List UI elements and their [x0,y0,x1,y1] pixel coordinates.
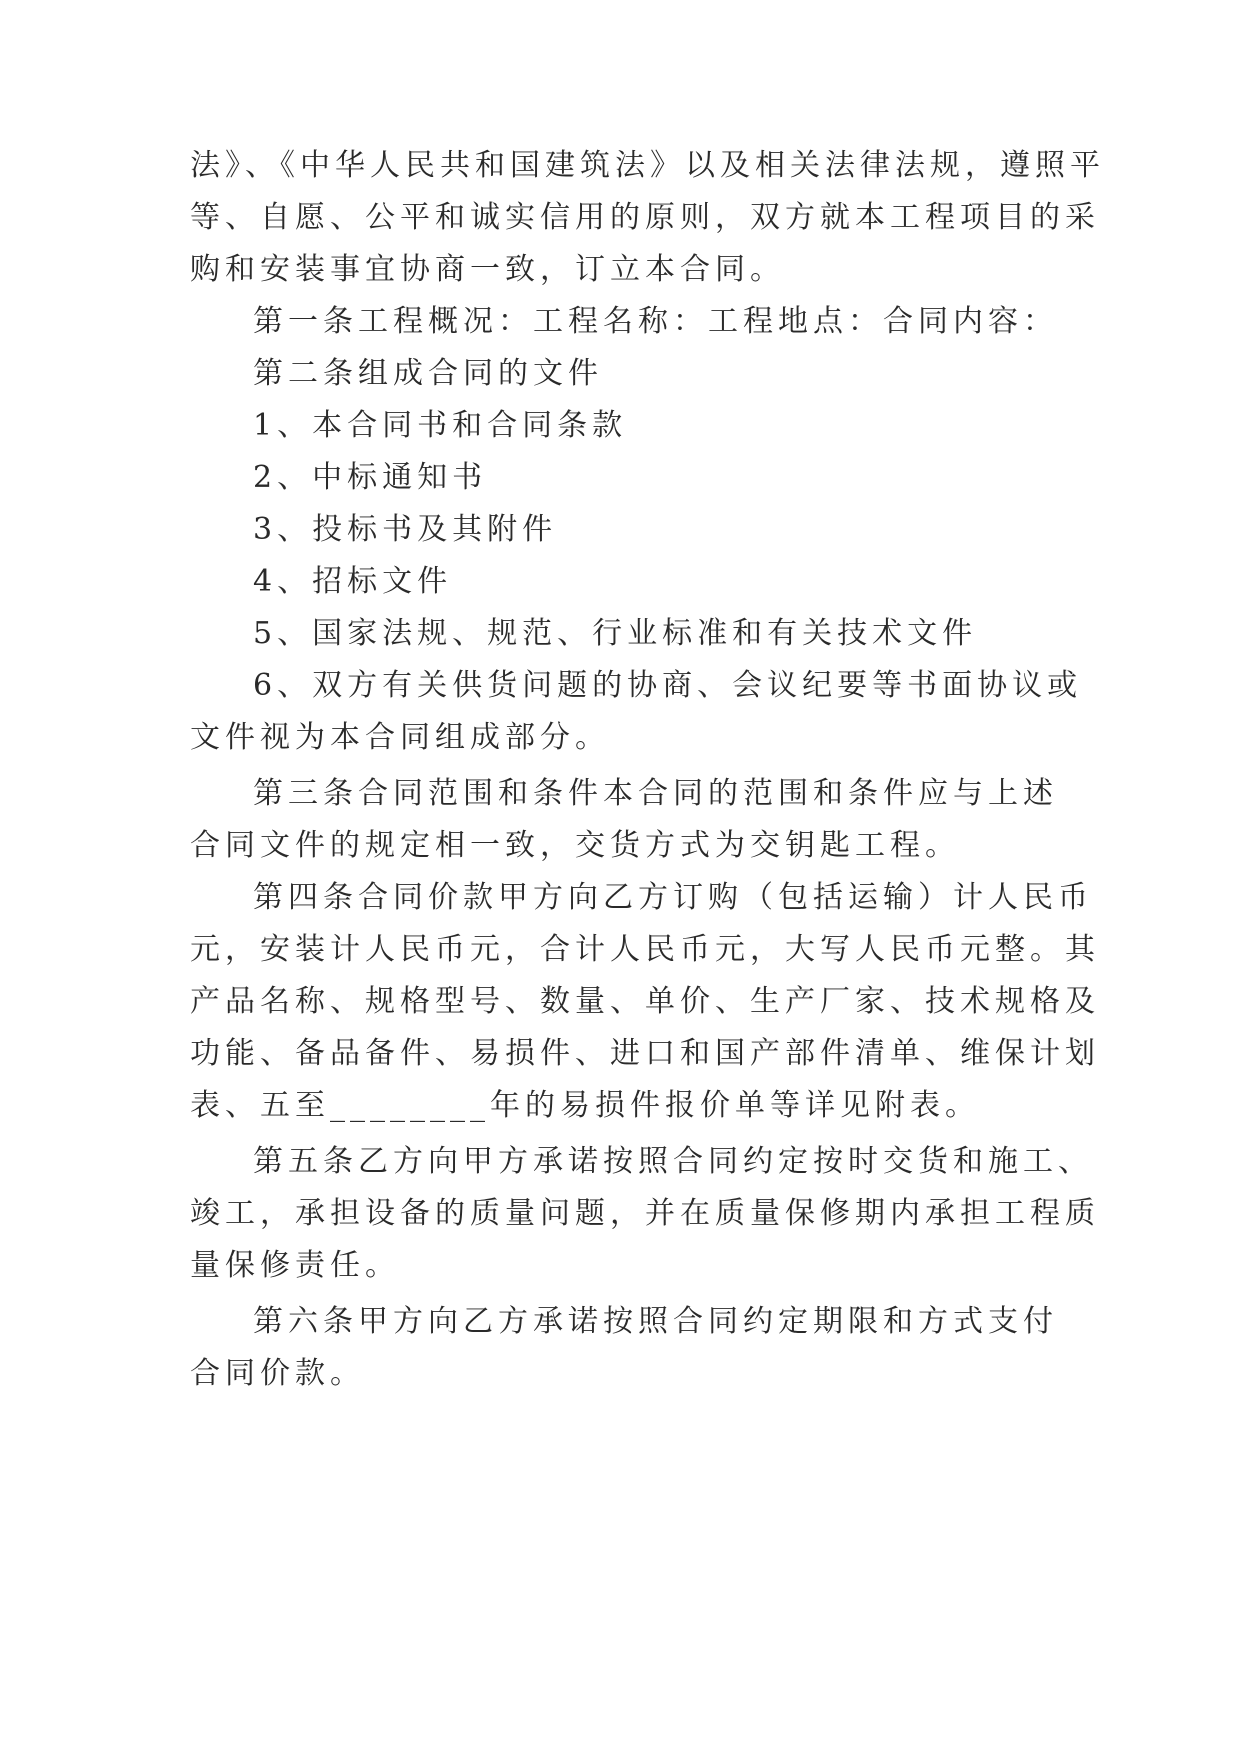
article-1-heading: 第一条工程概况：工程名称：工程地点：合同内容： [253,304,1058,339]
paragraph-line: 合同价款。 [190,1356,365,1391]
paragraph-line: 法》、《中华人民共和国建筑法》以及相关法律法规，遵照平 [190,148,1105,183]
list-item: 3、投标书及其附件 [253,512,558,547]
list-item: 5、国家法规、规范、行业标准和有关技术文件 [253,616,978,651]
article-5-paragraph: 第五条乙方向甲方承诺按照合同约定按时交货和施工、 [253,1144,1093,1179]
paragraph-line: 表、五至________年的易损件报价单等详见附表。 [190,1088,980,1123]
article-4-paragraph: 第四条合同价款甲方向乙方订购（包括运输）计人民币 [253,880,1093,915]
article-6-paragraph: 第六条甲方向乙方承诺按照合同约定期限和方式支付 [253,1304,1058,1339]
list-item: 4、招标文件 [253,564,453,599]
paragraph-line: 产品名称、规格型号、数量、单价、生产厂家、技术规格及 [190,984,1100,1019]
list-item: 1、本合同书和合同条款 [253,408,628,443]
paragraph-line: 竣工，承担设备的质量问题，并在质量保修期内承担工程质 [190,1196,1100,1231]
list-item: 6、双方有关供货问题的协商、会议纪要等书面协议或 [253,668,1083,703]
paragraph-line: 购和安装事宜协商一致，订立本合同。 [190,252,785,287]
list-item: 2、中标通知书 [253,460,488,495]
paragraph-line: 等、自愿、公平和诚实信用的原则，双方就本工程项目的采 [190,200,1100,235]
paragraph-line: 元，安装计人民币元，合计人民币元，大写人民币元整。其 [190,932,1100,967]
paragraph-line: 合同文件的规定相一致，交货方式为交钥匙工程。 [190,828,960,863]
paragraph-line: 功能、备品备件、易损件、进口和国产部件清单、维保计划 [190,1036,1100,1071]
paragraph-line: 文件视为本合同组成部分。 [190,720,610,755]
article-2-heading: 第二条组成合同的文件 [253,356,603,391]
article-3-paragraph: 第三条合同范围和条件本合同的范围和条件应与上述 [253,776,1058,811]
paragraph-line: 量保修责任。 [190,1248,400,1283]
